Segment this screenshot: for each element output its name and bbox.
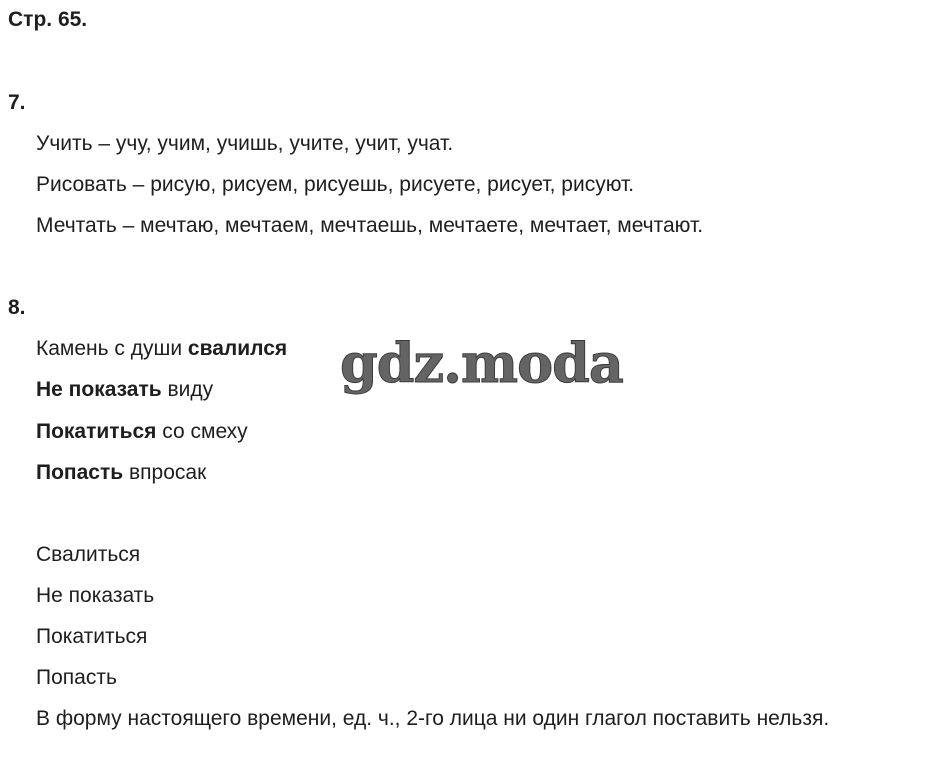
idiom-line <box>36 461 206 485</box>
task-7-line-3: Мечтать – мечтаю, мечтаем, мечтаешь, мечтаете, мечтает, мечтают. <box>36 214 704 237</box>
idiom-text: виду <box>161 378 214 401</box>
verb-line: Попасть <box>36 666 117 689</box>
idiom-verb: Попасть <box>36 461 124 484</box>
task-7-number: 7. <box>8 91 26 114</box>
idiom-verb: свалился <box>187 337 288 360</box>
idiom-text: впросак <box>123 461 207 484</box>
idiom-verb: Не показать <box>36 378 162 401</box>
idiom-text: Камень с души <box>36 337 188 360</box>
verb-line: Свалиться <box>36 543 141 566</box>
idiom-text: со смеху <box>156 420 248 443</box>
idiom-verb: Покатиться <box>36 420 157 443</box>
task-7-line-2: Рисовать – рисую, рисуем, рисуешь, рисуете, рисует, рисуют. <box>36 173 635 196</box>
conclusion-text: В форму настоящего времени, ед. ч., 2-го лица ни один глагол поставить нельзя. <box>36 707 830 730</box>
task-8-number: 8. <box>8 296 26 319</box>
verb-line: Не показать <box>36 584 155 607</box>
idiom-line <box>36 420 248 444</box>
idiom-line <box>36 337 287 361</box>
verb-line: Покатиться <box>36 625 148 648</box>
page-heading: Стр. 65. <box>8 8 88 31</box>
task-7-line-1: Учить – учу, учим, учишь, учите, учит, учат. <box>36 132 454 155</box>
idiom-line <box>36 378 213 402</box>
watermark-logo: gdz.moda <box>340 331 623 395</box>
